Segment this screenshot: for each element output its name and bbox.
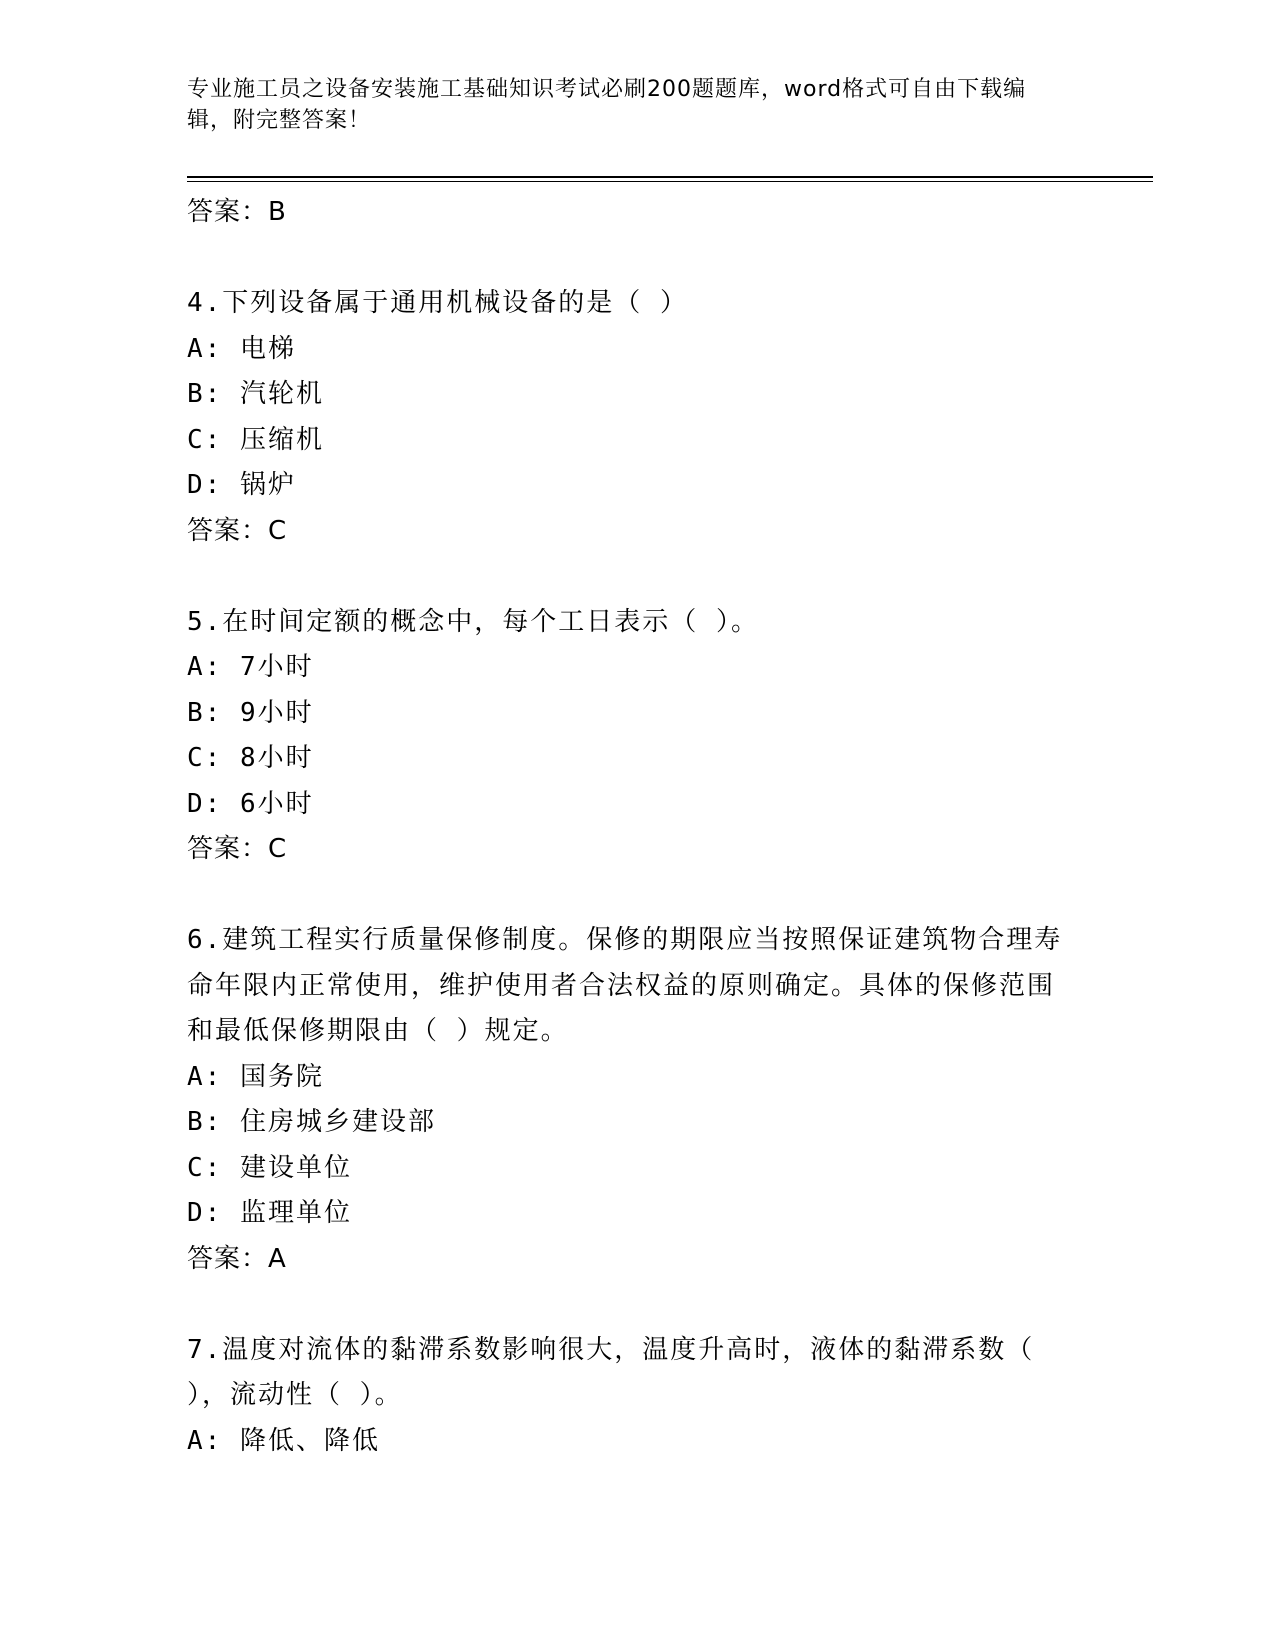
- option-d: D: 6小时: [187, 788, 314, 819]
- option-b: B: 9小时: [187, 697, 314, 728]
- answer-line: 答案：C: [187, 515, 288, 546]
- option-a: A: 降低、降低: [187, 1425, 380, 1456]
- header-rule-thick: [187, 176, 1153, 178]
- answer-line: 答案：A: [187, 1243, 287, 1274]
- option-c: C: 8小时: [187, 743, 314, 773]
- spacer: [187, 1282, 1067, 1328]
- document-header: 专业施工员之设备安装施工基础知识考试必刷200题题库，word格式可自由下载编辑，附完整答案！: [187, 77, 1027, 133]
- question-stem: 4.下列设备属于通用机械设备的是（ ）: [187, 288, 688, 318]
- option-b: B: 汽轮机: [187, 379, 324, 409]
- option-b: B: 住房城乡建设部: [187, 1107, 436, 1137]
- document-body: [187, 190, 1067, 1464]
- question-block: [187, 918, 1067, 1282]
- answer-line: 答案：C: [187, 834, 288, 864]
- option-d: D: 监理单位: [187, 1198, 352, 1228]
- option-a: A: 7小时: [187, 652, 314, 682]
- option-a: A: 国务院: [187, 1061, 324, 1092]
- option-a: A: 电梯: [187, 333, 296, 364]
- spacer: [187, 873, 1067, 919]
- question-block: [187, 281, 1067, 554]
- option-c: C: 建设单位: [187, 1152, 352, 1183]
- header-rule-thin: [187, 181, 1153, 182]
- question-block: [187, 1328, 1067, 1465]
- answer-line: 答案：B: [187, 197, 287, 227]
- option-c: C: 压缩机: [187, 424, 324, 455]
- question-stem: 7.温度对流体的黏滞系数影响很大，温度升高时，液体的黏滞系数（ ），流动性（ ）。: [187, 1334, 1035, 1410]
- spacer: [187, 554, 1067, 600]
- question-stem: 5.在时间定额的概念中，每个工日表示（ ）。: [187, 606, 759, 637]
- question-block: [187, 600, 1067, 873]
- question-stem: 6.建筑工程实行质量保修制度。保修的期限应当按照保证建筑物合理寿命年限内正常使用，维护使用者合法权益的原则确定。具体的保修范围和最低保修期限由（ ）规定。: [187, 925, 1063, 1046]
- option-d: D: 锅炉: [187, 470, 296, 500]
- spacer: [187, 236, 1067, 282]
